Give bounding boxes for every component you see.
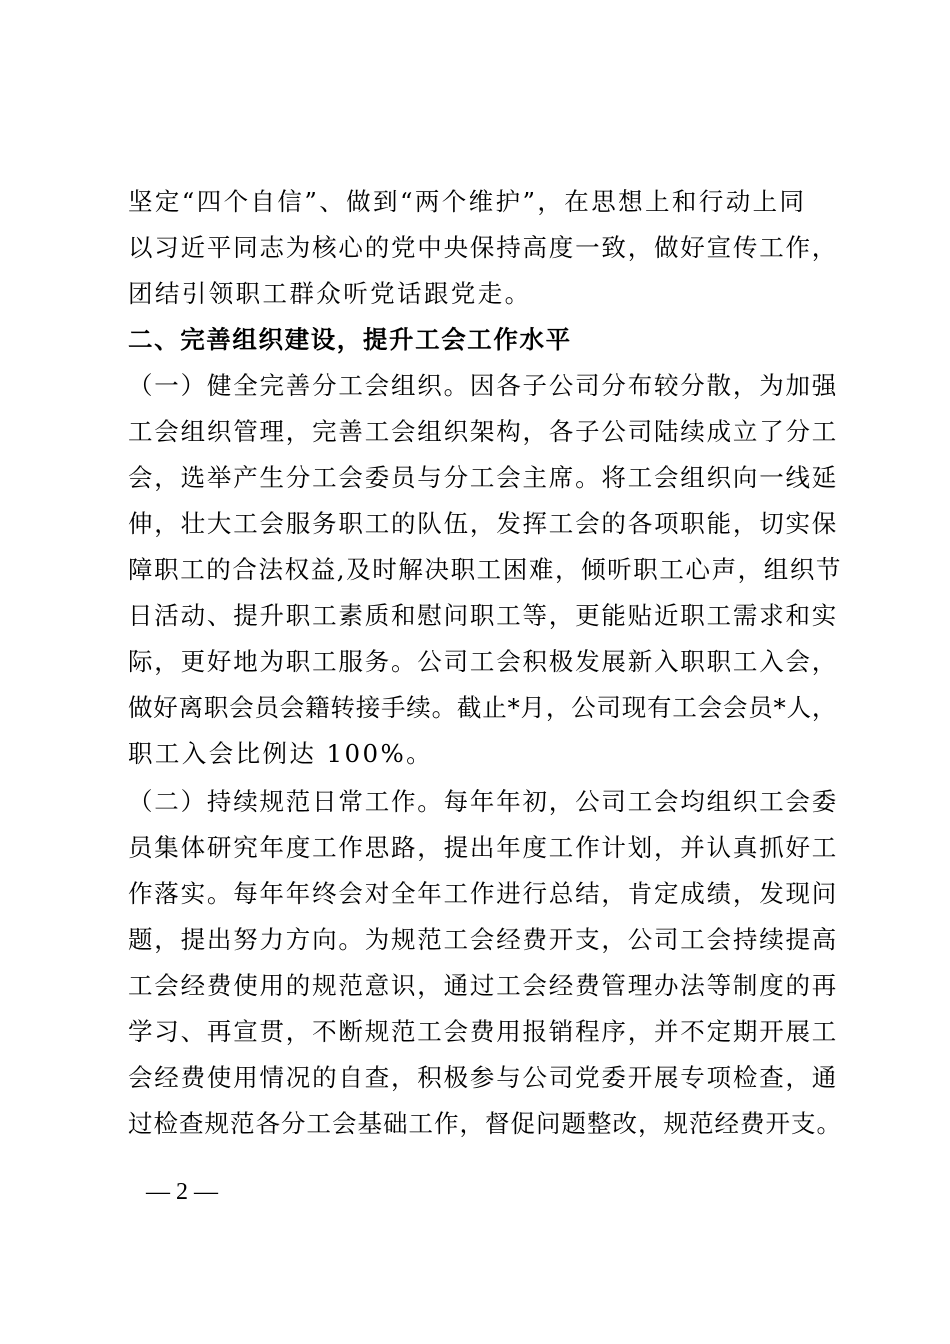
intro-line-1: 坚定“四个自信”、做到“两个维护”，在思想上和行动上同 [128,187,807,216]
paragraph-one-line-3: 会，选举产生分工会委员与分工会主席。将工会组织向一线延 [128,463,839,492]
paragraph-one-line-5: 障职工的合法权益,及时解决职工困难，倾听职工心声，组织节 [128,555,843,584]
paragraph-one-line-9: 职工入会比例达 100%。 [128,739,434,768]
paragraph-two-line-3: 作落实。每年年终会对全年工作进行总结，肯定成绩，发现问 [128,879,839,908]
section-heading: 二、完善组织建设，提升工会工作水平 [128,325,572,354]
page-number: — 2 — [146,1179,218,1205]
paragraph-two-line-1: （二）持续规范日常工作。每年年初，公司工会均组织工会委 [128,787,839,816]
paragraph-two-line-8: 过检查规范各分工会基础工作，督促问题整改，规范经费开支。 [128,1109,842,1138]
intro-line-2: 以习近平同志为核心的党中央保持高度一致，做好宣传工作， [128,233,839,262]
paragraph-two-line-5: 工会经费使用的规范意识，通过工会经费管理办法等制度的再 [128,971,839,1000]
paragraph-one-line-7: 际，更好地为职工服务。公司工会积极发展新入职职工入会， [128,647,839,676]
paragraph-one-line-4: 伸，壮大工会服务职工的队伍，发挥工会的各项职能，切实保 [128,509,839,538]
paragraph-two-line-6: 学习、再宣贯，不断规范工会费用报销程序，并不定期开展工 [128,1017,839,1046]
paragraph-two-line-7: 会经费使用情况的自查，积极参与公司党委开展专项检查，通 [128,1063,839,1092]
paragraph-one-line-2: 工会组织管理，完善工会组织架构，各子公司陆续成立了分工 [128,417,839,446]
paragraph-one-line-6: 日活动、提升职工素质和慰问职工等，更能贴近职工需求和实 [128,601,839,630]
paragraph-one-line-8: 做好离职会员会籍转接手续。截止*月，公司现有工会会员*人， [128,693,838,722]
intro-line-3: 团结引领职工群众听党话跟党走。 [128,279,532,308]
paragraph-two-line-4: 题，提出努力方向。为规范工会经费开支，公司工会持续提高 [128,925,839,954]
paragraph-two-line-2: 员集体研究年度工作思路，提出年度工作计划，并认真抓好工 [128,833,839,862]
paragraph-one-line-1: （一）健全完善分工会组织。因各子公司分布较分散，为加强 [128,371,839,400]
